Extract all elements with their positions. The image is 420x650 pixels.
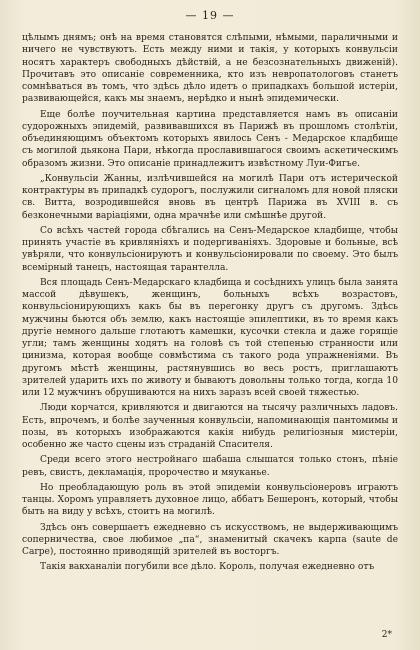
paragraph: „Конвульсіи Жанны, излѣчившейся на могилѣ Пари отъ истерической контрактуры въ припадкѣ судорогъ, послужили сигналомъ для новой пляски св. Витта, возродившейся вновь въ центрѣ Парижа въ XVIII в. съ безконечными варіаціями, одна мрачнѣе или смѣшнѣе другой.	[22, 173, 398, 221]
paragraph: Среди всего этого нестройнаго шабаша слышатся только стонъ, пѣніе ревъ, свистъ, декламація, пророчество и мяуканье.	[22, 455, 398, 478]
paragraph: Еще болѣе поучительная картина представляется намъ въ описаніи судорожныхъ эпидемій, развивавшихся въ Парижѣ въ прошломъ столѣтіи, объединяющимъ объектомъ которыхъ явилось Сенъ - Медарское кладбище съ могилой дьякона Пари, нѣкогда прославившагося своимъ аскетическимъ образомъ жизни. Это описаніе принадлежитъ извѣстному Луи-Фигье.	[22, 109, 398, 169]
paragraph: Но преобладающую роль въ этой эпидеміи конвульсіонеровъ играютъ танцы. Хоромъ управляетъ духовное лицо, аббатъ Бешеронъ, который, чтобы быть на виду у всѣхъ, стоитъ на могилѣ.	[22, 482, 398, 518]
signature-mark: 2*	[381, 630, 392, 640]
page-number: — 19 —	[185, 9, 235, 22]
paragraph: Здѣсь онъ совершаетъ ежедневно съ искусствомъ, не выдерживающимъ соперничества, свое любимое „па“, знаменитый скачекъ карпа (saute de Carpe), постоянно приводящій зрителей въ восторгъ.	[22, 522, 398, 557]
paragraph: цѣлымъ днямъ; онѣ на время становятся слѣпыми, нѣмыми, параличными и ничего не чувствуютъ. Есть между ними и такія, у которыхъ конвульсіи носятъ характеръ свободныхъ дѣйствій, а не безсознательныхъ движеній). Прочитавъ это описаніе современника, кто изъ невропатологовъ станетъ сомнѣваться въ томъ, что здѣсь дѣло идетъ о припадкахъ большой истеріи, развивающейся, какъ мы знаемъ, нерѣдко и нынѣ эпидемически.	[22, 33, 398, 105]
paragraph: Такія вакханаліи погубили все дѣло. Король, получая ежедневно отъ	[40, 562, 375, 573]
body-text	[22, 32, 398, 577]
paragraph: Вся площадь Сенъ-Медарскаго кладбища и сосѣднихъ улицъ была занята массой дѣвушекъ, женщинъ, больныхъ всѣхъ возрастовъ, конвульсіонирующихъ какъ бы въ перегонку другъ съ другомъ. Здѣсь мужчины бьются объ землю, какъ настоящіе эпилептики, въ то время какъ другіе немного дальше глотаютъ камешки, кусочки стекла и даже горящіе угли; тамъ женщины ходятъ на головѣ съ той степенью странности или цинизма, которая вообще совмѣстима съ такого рода упражненіями. Въ другомъ мѣстѣ женщины, растянувшись во весь ростъ, приглашаютъ зрителей ударить ихъ по животу и бываютъ довольны только тогда, когда 10 или 12 мужчинъ обрушиваются на нихъ заразъ всей своей тяжестью.	[22, 277, 398, 398]
paragraph: Люди корчатся, кривляются и двигаются на тысячу различныхъ ладовъ. Есть, впрочемъ, и болѣе заученныя конвульсіи, напоминающія пантомимы и позы, въ которыхъ изображаются какія нибудь религіозныя мистеріи, особенно же часто сцены изъ страданій Спасителя.	[22, 403, 398, 450]
paragraph: Со всѣхъ частей города сбѣгались на Сенъ-Медарское кладбище, чтобы принять участіе въ кривляніяхъ и подергиваніяхъ. Здоровые и больные, всѣ увѣряли, что конвульсіонируютъ и конвульсіонировали по своему. Это былъ всемірный танецъ, настоящая тарантелла.	[22, 225, 398, 273]
